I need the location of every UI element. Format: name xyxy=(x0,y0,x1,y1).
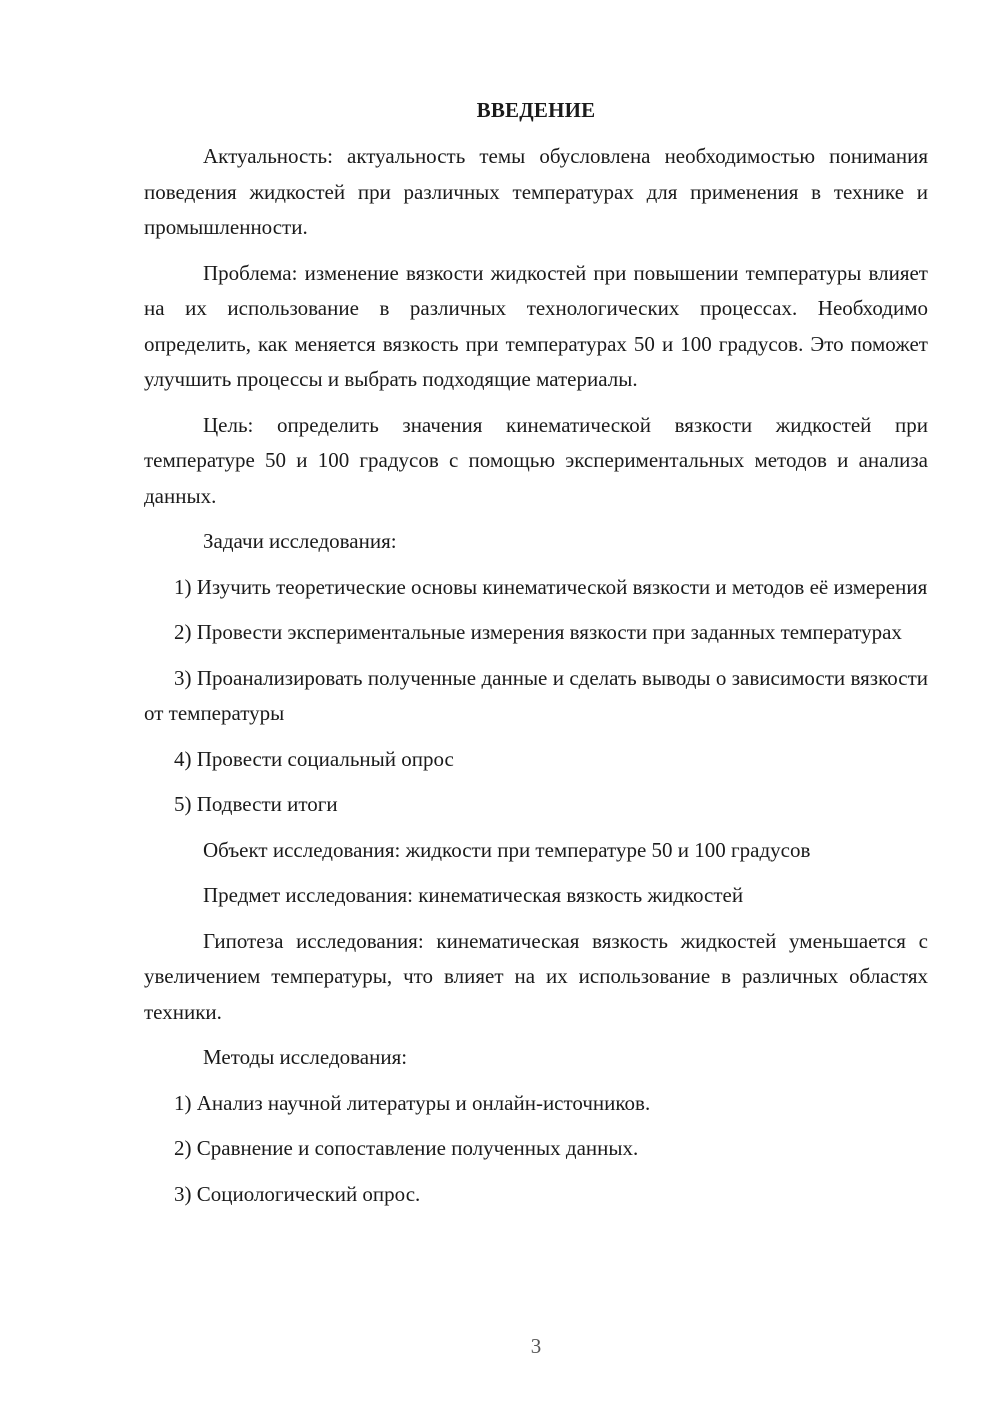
task-item: 5) Подвести итоги xyxy=(174,792,338,816)
method-item: 1) Анализ научной литературы и онлайн-источников. xyxy=(174,1090,651,1115)
method-item: 2) Сравнение и сопоставление полученных данных. xyxy=(174,1136,639,1160)
tasks-heading: Задачи исследования: xyxy=(203,529,397,553)
hypothesis-paragraph: Гипотеза исследования: кинематическая вязкость жидкостей уменьшается с увеличением температуры, что влияет на их использование в различных областях техники. xyxy=(144,928,928,1024)
task-item: 2) Провести экспериментальные измерения вязкости при заданных температурах xyxy=(174,620,902,644)
subject-paragraph: Предмет исследования: кинематическая вязкость жидкостей xyxy=(203,883,744,907)
object-paragraph: Объект исследования: жидкости при температуре 50 и 100 градусов xyxy=(203,837,811,862)
page-number: 3 xyxy=(530,1334,542,1358)
task-item: 4) Провести социальный опрос xyxy=(174,746,454,771)
method-item: 3) Социологический опрос. xyxy=(174,1181,421,1206)
problem-paragraph: Проблема: изменение вязкости жидкостей при повышении температуры влияет на их использование в различных технологических процессах. Необходимо определить, как меняется вязкость при температурах 50 и 100 градусов. Это поможет улучшить процессы и выбрать подходящие материалы. xyxy=(144,260,928,391)
task-item: 3) Проанализировать полученные данные и сделать выводы о зависимости вязкости от температуры xyxy=(144,665,928,725)
relevance-paragraph: Актуальность: актуальность темы обусловлена необходимостью понимания поведения жидкостей при различных температурах для применения в технике и промышленности. xyxy=(144,144,928,239)
task-item: 1) Изучить теоретические основы кинематической вязкости и методов её измерения xyxy=(174,574,928,599)
goal-paragraph: Цель: определить значения кинематической вязкости жидкостей при температуре 50 и 100 градусов с помощью экспериментальных методов и анализа данных. xyxy=(144,412,928,508)
methods-heading: Методы исследования: xyxy=(203,1045,408,1069)
section-title: ВВЕДЕНИЕ xyxy=(476,98,596,122)
page-body xyxy=(144,94,928,1222)
